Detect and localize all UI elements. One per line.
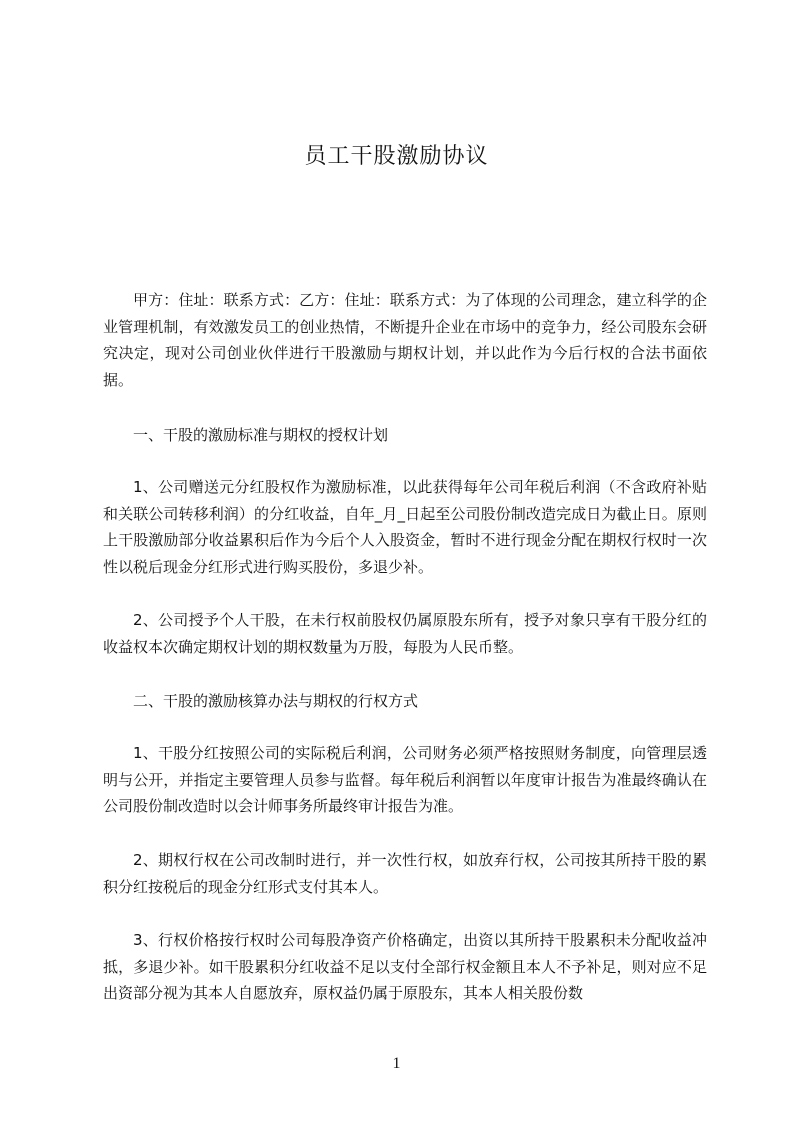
section-2-paragraph-3: 3、行权价格按行权时公司每股净资产价格确定，出资以其所持干股累积未分配收益冲抵，多退少补。如干股累积分红收益不足以支付全部行权金额且本人不予补足，则对应不足出资部分视为其本人自愿放弃，原权益仍属于原股东，其本人相关股份数 xyxy=(103,931,707,1002)
section-1-paragraph-2: 2、公司授予个人干股，在未行权前股权仍属原股东所有，授予对象只享有干股分红的收益权本次确定期权计划的期权数量为万股，每股为人民币整。 xyxy=(103,611,707,656)
section-1-paragraph-1: 1、公司赠送元分红股权作为激励标准，以此获得每年公司年税后利润（不含政府补贴和关联公司转移利润）的分红收益，自年_月_日起至公司股份制改造完成日为截止日。原则上干股激励部分收益累积后作为今后个人入股资金，暂时不进行现金分配在期权行权时一次性以税后现金分红形式进行购买股份，多退少补。 xyxy=(103,478,707,576)
section-2-paragraph-2: 2、期权行权在公司改制时进行，并一次性行权，如放弃行权，公司按其所持干股的累积分红按税后的现金分红形式支付其本人。 xyxy=(103,851,707,896)
intro-paragraph: 甲方：住址：联系方式：乙方：住址：联系方式：为了体现的公司理念，建立科学的企业管理机制，有效激发员工的创业热情，不断提升企业在市场中的竞争力，经公司股东会研究决定，现对公司创业伙伴进行干股激励与期权计划，并以此作为今后行权的合法书面依据。 xyxy=(103,291,707,389)
page-number: 1 xyxy=(392,1055,401,1072)
document-title: 员工干股激励协议 xyxy=(304,144,489,169)
section-heading-2: 二、干股的激励核算办法与期权的行权方式 xyxy=(133,692,419,710)
section-heading-1: 一、干股的激励标准与期权的授权计划 xyxy=(133,426,389,444)
section-2-paragraph-1: 1、干股分红按照公司的实际税后利润，公司财务必须严格按照财务制度，向管理层透明与公开，并指定主要管理人员参与监督。每年税后利润暂以年度审计报告为准最终确认在公司股份制改造时以会计师事务所最终审计报告为准。 xyxy=(103,744,707,815)
